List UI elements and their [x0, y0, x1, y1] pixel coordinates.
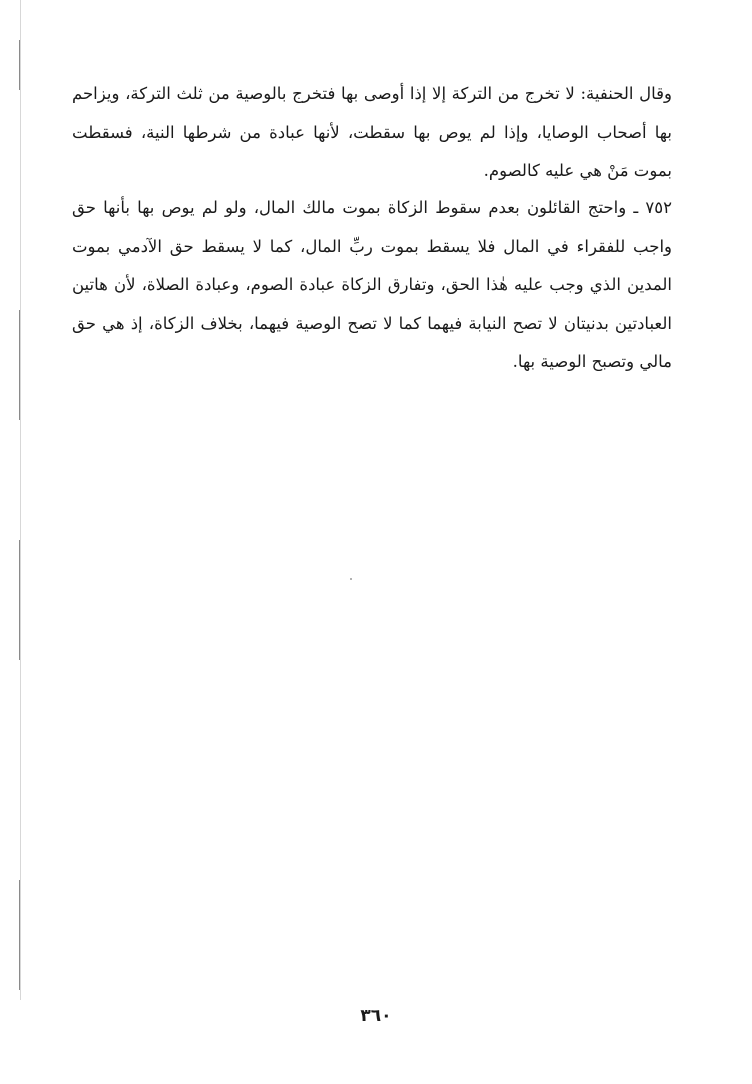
scan-speck [350, 578, 352, 580]
scan-mark [19, 880, 20, 990]
scan-mark [19, 40, 20, 90]
scan-edge-line [20, 0, 21, 1000]
paragraph-752: ٧٥٢ ـ واحتج القائلون بعدم سقوط الزكاة بموت مالك المال، ولو لم يوص بها بأنها حق واجب للفقراء في المال فلا يسقط بموت ربِّ المال، كما لا يسقط حق الآدمي بموت المدين الذي وجب عليه هٰذا الحق، وتفارق الزكاة عبادة الصوم، وعبادة الصلاة، لأن هاتين العبادتين بدنيتان لا تصح النيابة فيهما كما لا تصح الوصية فيهما، بخلاف الزكاة، إذ هي حق مالي وتصبح الوصية بها. [72, 198, 672, 371]
scan-mark [19, 540, 20, 660]
paragraph-hanafi-opinion: وقال الحنفية: لا تخرج من التركة إلا إذا أوصى بها فتخرج بالوصية من ثلث التركة، ويزاحم بها أصحاب الوصايا، وإذا لم يوص بها سقطت، لأنها عبادة من شرطها النية، فسقطت بموت مَنْ هي عليه كالصوم. [72, 84, 672, 180]
page-number: ٣٦٠ [360, 1006, 392, 1026]
scan-mark [19, 310, 20, 420]
